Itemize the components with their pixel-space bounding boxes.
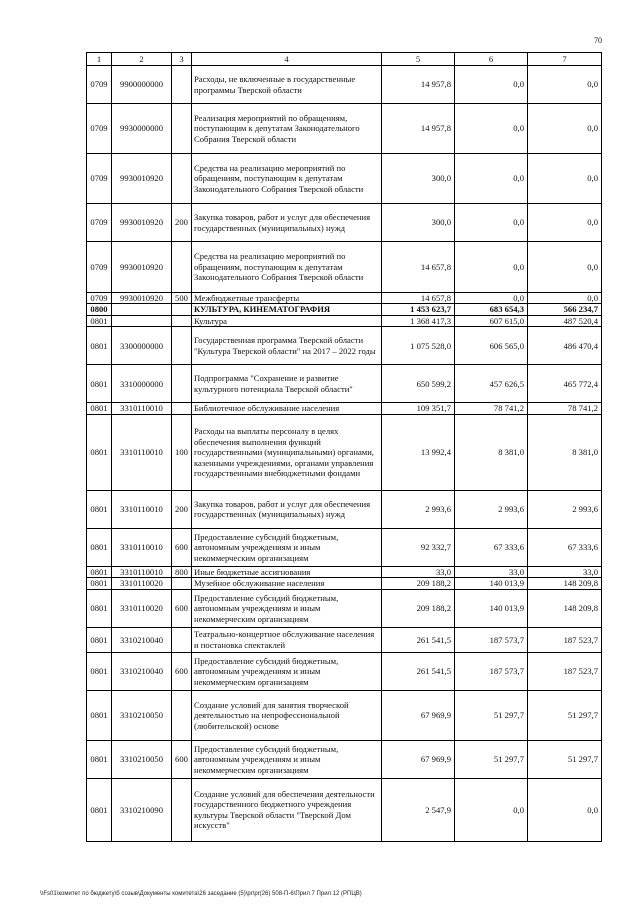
amount-year1-cell: 261 541,5 <box>382 652 455 690</box>
table-row <box>87 327 602 365</box>
amount-year2-cell: 140 013,9 <box>455 578 528 589</box>
amount-year2-cell: 2 993,6 <box>455 490 528 528</box>
description-cell: Закупка товаров, работ и услуг для обеспечения государственных (муниципальных) нужд <box>192 490 382 528</box>
amount-year2-cell: 140 013,9 <box>455 589 528 627</box>
target-article-cell: 3310210040 <box>112 652 172 690</box>
amount-year1-cell: 14 957,8 <box>382 66 455 104</box>
description-cell: Расходы, не включенные в государственные программы Тверской области <box>192 66 382 104</box>
amount-year1-cell: 209 188,2 <box>382 589 455 627</box>
amount-year3-cell: 487 520,4 <box>528 315 602 326</box>
amount-year3-cell: 187 523,7 <box>528 627 602 652</box>
amount-year1-cell: 14 657,8 <box>382 293 455 304</box>
amount-year3-cell: 0,0 <box>528 66 602 104</box>
target-article-cell: 3310110010 <box>112 566 172 577</box>
expense-type-cell <box>172 315 192 326</box>
expense-type-cell <box>172 104 192 154</box>
amount-year2-cell: 187 573,7 <box>455 627 528 652</box>
header-cell: 7 <box>528 53 602 66</box>
amount-year3-cell: 148 209,8 <box>528 578 602 589</box>
expense-type-cell <box>172 403 192 414</box>
amount-year1-cell: 67 969,9 <box>382 740 455 778</box>
description-cell: Межбюджетные трансферты <box>192 293 382 304</box>
target-article-cell: 3300000000 <box>112 327 172 365</box>
amount-year2-cell: 78 741,2 <box>455 403 528 414</box>
amount-year3-cell: 33,0 <box>528 566 602 577</box>
table-row <box>87 315 602 326</box>
table-row <box>87 104 602 154</box>
description-cell: Создание условий для занятия творческой деятельностью на непрофессиональной (любительской) основе <box>192 690 382 740</box>
header-cell: 1 <box>87 53 112 66</box>
amount-year3-cell: 566 234,7 <box>528 304 602 315</box>
expense-type-cell: 200 <box>172 490 192 528</box>
amount-year2-cell: 33,0 <box>455 566 528 577</box>
amount-year3-cell: 0,0 <box>528 104 602 154</box>
target-article-cell: 3310110010 <box>112 490 172 528</box>
description-cell: Музейное обслуживание населения <box>192 578 382 589</box>
description-cell: Закупка товаров, работ и услуг для обеспечения государственных (муниципальных) нужд <box>192 204 382 242</box>
target-article-cell: 9930000000 <box>112 104 172 154</box>
section-code-cell: 0801 <box>87 528 112 566</box>
expense-type-cell: 600 <box>172 652 192 690</box>
section-code-cell: 0801 <box>87 414 112 490</box>
target-article-cell: 3310110010 <box>112 414 172 490</box>
description-cell: Предоставление субсидий бюджетным, автономным учреждениям и иным некоммерческим организациям <box>192 740 382 778</box>
target-article-cell: 3310110010 <box>112 403 172 414</box>
table-row <box>87 304 602 315</box>
amount-year3-cell: 51 297,7 <box>528 740 602 778</box>
expense-type-cell <box>172 242 192 293</box>
section-code-cell: 0801 <box>87 690 112 740</box>
table-row <box>87 627 602 652</box>
section-code-cell: 0800 <box>87 304 112 315</box>
expense-type-cell <box>172 327 192 365</box>
table-row <box>87 778 602 841</box>
target-article-cell <box>112 304 172 315</box>
description-cell: Средства на реализацию мероприятий по обращениям, поступающим к депутатам Законодательного Собрания Тверской области <box>192 154 382 204</box>
amount-year3-cell: 0,0 <box>528 778 602 841</box>
amount-year1-cell: 650 599,2 <box>382 365 455 403</box>
amount-year3-cell: 187 523,7 <box>528 652 602 690</box>
target-article-cell: 3310210050 <box>112 690 172 740</box>
expense-type-cell <box>172 627 192 652</box>
description-cell: Средства на реализацию мероприятий по обращениям, поступающим к депутатам Законодательного Собрания Тверской области <box>192 242 382 293</box>
header-cell: 4 <box>192 53 382 66</box>
amount-year1-cell: 92 332,7 <box>382 528 455 566</box>
table-row <box>87 365 602 403</box>
section-code-cell: 0801 <box>87 652 112 690</box>
file-path-footer: \\Fs01\комитет по бюджету\б созыв\Документы комитета\26 заседание (5)\pr\pr(26) 508-П-6\Прил 7 Прил 12 (РПЦВ) <box>40 891 362 897</box>
amount-year2-cell: 51 297,7 <box>455 740 528 778</box>
amount-year1-cell: 14 657,8 <box>382 242 455 293</box>
table-row <box>87 578 602 589</box>
section-code-cell: 0801 <box>87 566 112 577</box>
table-row <box>87 566 602 577</box>
target-article-cell: 3310110010 <box>112 528 172 566</box>
amount-year2-cell: 67 333,6 <box>455 528 528 566</box>
header-cell: 2 <box>112 53 172 66</box>
description-cell: Реализация мероприятий по обращениям, поступающим к депутатам Законодательного Собрания Тверской области <box>192 104 382 154</box>
amount-year2-cell: 606 565,0 <box>455 327 528 365</box>
expense-type-cell: 600 <box>172 589 192 627</box>
expense-type-cell <box>172 778 192 841</box>
description-cell: Культура <box>192 315 382 326</box>
section-code-cell: 0709 <box>87 104 112 154</box>
amount-year2-cell: 8 381,0 <box>455 414 528 490</box>
amount-year3-cell: 51 297,7 <box>528 690 602 740</box>
section-code-cell: 0801 <box>87 365 112 403</box>
amount-year3-cell: 0,0 <box>528 204 602 242</box>
section-code-cell: 0801 <box>87 589 112 627</box>
target-article-cell: 9930010920 <box>112 204 172 242</box>
expense-type-cell: 200 <box>172 204 192 242</box>
table-row <box>87 690 602 740</box>
target-article-cell <box>112 315 172 326</box>
expense-type-cell: 500 <box>172 293 192 304</box>
table-row <box>87 589 602 627</box>
amount-year3-cell: 0,0 <box>528 154 602 204</box>
section-code-cell: 0801 <box>87 778 112 841</box>
table-row <box>87 154 602 204</box>
target-article-cell: 9930010920 <box>112 242 172 293</box>
description-cell: Иные бюджетные ассигнования <box>192 566 382 577</box>
amount-year2-cell: 683 654,3 <box>455 304 528 315</box>
expense-type-cell <box>172 304 192 315</box>
amount-year2-cell: 51 297,7 <box>455 690 528 740</box>
expense-type-cell: 100 <box>172 414 192 490</box>
amount-year3-cell: 2 993,6 <box>528 490 602 528</box>
amount-year1-cell: 67 969,9 <box>382 690 455 740</box>
table-row <box>87 528 602 566</box>
target-article-cell: 9930010920 <box>112 154 172 204</box>
description-cell: Создание условий для обеспечения деятельности государственного бюджетного учреждения культуры Тверской области "Тверской Дом искусств" <box>192 778 382 841</box>
target-article-cell: 9900000000 <box>112 66 172 104</box>
amount-year2-cell: 0,0 <box>455 778 528 841</box>
description-cell: КУЛЬТУРА, КИНЕМАТОГРАФИЯ <box>192 304 382 315</box>
amount-year1-cell: 300,0 <box>382 204 455 242</box>
page-number: 70 <box>594 36 602 45</box>
amount-year2-cell: 0,0 <box>455 154 528 204</box>
table-row <box>87 293 602 304</box>
section-code-cell: 0709 <box>87 204 112 242</box>
amount-year2-cell: 0,0 <box>455 204 528 242</box>
section-code-cell: 0801 <box>87 490 112 528</box>
budget-table <box>86 52 602 842</box>
expense-type-cell: 600 <box>172 528 192 566</box>
amount-year3-cell: 8 381,0 <box>528 414 602 490</box>
description-cell: Расходы на выплаты персоналу в целях обеспечения выполнения функций государственными (муниципальными) органами, казенными учреждениями, органами управления государственными внебюджетными фондами <box>192 414 382 490</box>
table-row <box>87 652 602 690</box>
section-code-cell: 0709 <box>87 154 112 204</box>
table-row <box>87 242 602 293</box>
amount-year1-cell: 33,0 <box>382 566 455 577</box>
table-row <box>87 740 602 778</box>
target-article-cell: 3310000000 <box>112 365 172 403</box>
expense-type-cell <box>172 365 192 403</box>
description-cell: Предоставление субсидий бюджетным, автономным учреждениям и иным некоммерческим организациям <box>192 589 382 627</box>
amount-year3-cell: 148 209,8 <box>528 589 602 627</box>
expense-type-cell: 600 <box>172 740 192 778</box>
target-article-cell: 3310210040 <box>112 627 172 652</box>
amount-year2-cell: 0,0 <box>455 242 528 293</box>
expense-type-cell <box>172 154 192 204</box>
amount-year2-cell: 187 573,7 <box>455 652 528 690</box>
table-row <box>87 490 602 528</box>
amount-year3-cell: 0,0 <box>528 293 602 304</box>
description-cell: Государственная программа Тверской области "Культура Тверской области" на 2017 – 2022 годы <box>192 327 382 365</box>
target-article-cell: 3310110020 <box>112 578 172 589</box>
section-code-cell: 0709 <box>87 293 112 304</box>
amount-year1-cell: 1 075 528,0 <box>382 327 455 365</box>
description-cell: Театрально-концертное обслуживание населения и постановка спектаклей <box>192 627 382 652</box>
section-code-cell: 0801 <box>87 627 112 652</box>
amount-year3-cell: 486 470,4 <box>528 327 602 365</box>
amount-year3-cell: 0,0 <box>528 242 602 293</box>
section-code-cell: 0801 <box>87 327 112 365</box>
amount-year2-cell: 457 626,5 <box>455 365 528 403</box>
table-row <box>87 414 602 490</box>
target-article-cell: 9930010920 <box>112 293 172 304</box>
table-row <box>87 403 602 414</box>
section-code-cell: 0709 <box>87 242 112 293</box>
amount-year2-cell: 607 615,0 <box>455 315 528 326</box>
amount-year3-cell: 465 772,4 <box>528 365 602 403</box>
amount-year3-cell: 78 741,2 <box>528 403 602 414</box>
amount-year1-cell: 300,0 <box>382 154 455 204</box>
header-cell: 3 <box>172 53 192 66</box>
amount-year2-cell: 0,0 <box>455 66 528 104</box>
target-article-cell: 3310210050 <box>112 740 172 778</box>
expense-type-cell <box>172 578 192 589</box>
amount-year1-cell: 1 368 417,3 <box>382 315 455 326</box>
amount-year1-cell: 1 453 623,7 <box>382 304 455 315</box>
amount-year1-cell: 261 541,5 <box>382 627 455 652</box>
amount-year1-cell: 2 993,6 <box>382 490 455 528</box>
amount-year1-cell: 109 351,7 <box>382 403 455 414</box>
section-code-cell: 0709 <box>87 66 112 104</box>
amount-year2-cell: 0,0 <box>455 104 528 154</box>
section-code-cell: 0801 <box>87 740 112 778</box>
expense-type-cell <box>172 690 192 740</box>
amount-year1-cell: 209 188,2 <box>382 578 455 589</box>
target-article-cell: 3310210090 <box>112 778 172 841</box>
header-cell: 6 <box>455 53 528 66</box>
description-cell: Предоставление субсидий бюджетным, автономным учреждениям и иным некоммерческим организациям <box>192 528 382 566</box>
amount-year3-cell: 67 333,6 <box>528 528 602 566</box>
section-code-cell: 0801 <box>87 578 112 589</box>
amount-year2-cell: 0,0 <box>455 293 528 304</box>
amount-year1-cell: 14 957,8 <box>382 104 455 154</box>
table-row <box>87 204 602 242</box>
description-cell: Библиотечное обслуживание населения <box>192 403 382 414</box>
amount-year1-cell: 13 992,4 <box>382 414 455 490</box>
target-article-cell: 3310110020 <box>112 589 172 627</box>
expense-type-cell <box>172 66 192 104</box>
table-row <box>87 66 602 104</box>
header-cell: 5 <box>382 53 455 66</box>
expense-type-cell: 800 <box>172 566 192 577</box>
description-cell: Предоставление субсидий бюджетным, автономным учреждениям и иным некоммерческим организациям <box>192 652 382 690</box>
description-cell: Подпрограмма "Сохранение и развитие культурного потенциала Тверской области" <box>192 365 382 403</box>
header-row <box>87 53 602 66</box>
amount-year1-cell: 2 547,9 <box>382 778 455 841</box>
section-code-cell: 0801 <box>87 403 112 414</box>
section-code-cell: 0801 <box>87 315 112 326</box>
